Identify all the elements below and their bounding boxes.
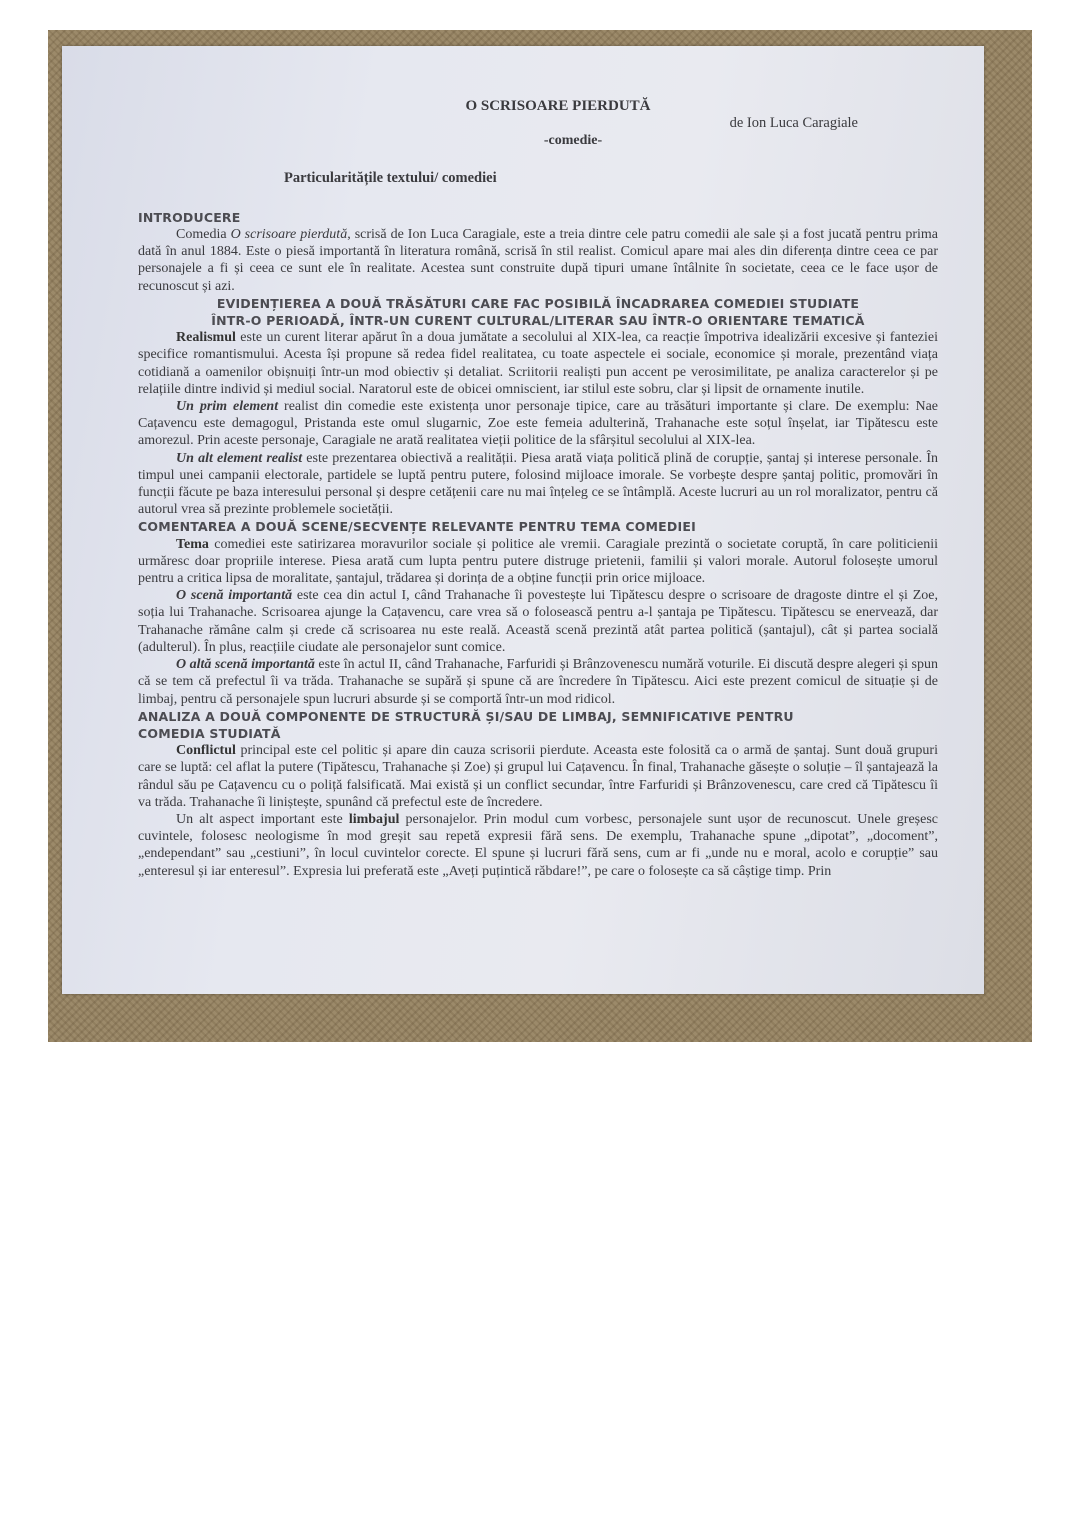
paper-sheet bbox=[62, 46, 984, 994]
paragraph-scene-2 bbox=[138, 656, 938, 708]
document-author: de Ion Luca Caragiale bbox=[729, 115, 858, 132]
play-title: O scrisoare pierdută bbox=[230, 227, 348, 243]
element-2-text: este prezentarea obiectivă a realității. Piesa arată viața politică plină de corupție, șantaj și interese personale. În timpul unei campanii electorale, partidele se luptă pentru putere, folosind mijloace imorale. Se vorbește despre șantaj politic, promovări în funcții făcute pe baza interesului personal și despre cetățenii care nu mai înțeleg ce se întâmplă. Aceste lucruri au un rol moralizator, pentru că autorul vrea să prezinte problemele societății. bbox=[138, 450, 938, 518]
paragraph-element-2 bbox=[138, 450, 938, 519]
language-text: personajelor. Prin modul cum vorbesc, personajele sunt ușor de recunoscut. Unele greșesc cuvintele, folosesc neologisme în mod greșit sau repetă expresii fără sens. De exemplu, Trahanache spune „dipotat”, „docoment”, „endependant” sau „cestiuni”, în locul cuvintelor corecte. El spune și lucruri fără sens, cum ar fi „unde nu e moral, acolo e corupție” sau „enteresul și iar enteresul”. Expresia lui preferată este „Aveți puțintică răbdare!”, pe care o folosește ca să câștige timp. Prin bbox=[138, 811, 938, 879]
section-heading-analysis-line1: ANALIZA A DOUĂ COMPONENTE DE STRUCTURĂ ȘI/SAU DE LIMBAJ, SEMNIFICATIVE PENTRU bbox=[138, 708, 794, 724]
term-element-1: Un prim element bbox=[176, 399, 279, 415]
paragraph-theme bbox=[138, 536, 938, 588]
term-conflict: Conflictul bbox=[176, 743, 236, 759]
language-pre: Un alt aspect important este bbox=[176, 811, 349, 827]
section-heading-analysis-line2: COMEDIA STUDIATĂ bbox=[138, 725, 281, 741]
section-heading-scenes: COMENTAREA A DOUĂ SCENE/SECVENȚE RELEVANTE PENTRU TEMA COMEDIEI bbox=[138, 519, 696, 535]
term-scene-1: O scenă importantă bbox=[176, 588, 293, 604]
section-heading-intro: INTRODUCERE bbox=[138, 209, 241, 225]
paragraph-intro bbox=[138, 226, 938, 295]
scene-2-text: este în actul II, când Trahanache, Farfuridi și Brânzovenescu numără voturile. Ei discută despre alegeri și spun că se tem că prefectul îi va trăda. Trahanache se supără și spune că are încredere în Tipătescu. Aici este prezent comicul de situație și de limbaj, pentru că personajele spun lucruri absurde și se comportă într-un mod ridicol. bbox=[138, 657, 938, 707]
term-language: limbajul bbox=[348, 811, 400, 827]
document-subtitle: Particularitățile textului/ comediei bbox=[284, 169, 497, 186]
paragraph-realism bbox=[138, 329, 938, 398]
term-theme: Tema bbox=[176, 536, 209, 552]
term-realism: Realismul bbox=[176, 330, 236, 346]
paragraph-scene-1 bbox=[138, 587, 938, 656]
section-heading-traits-line1: EVIDENȚIEREA A DOUĂ TRĂSĂTURI CARE FAC POSIBILĂ ÎNCADRAREA COMEDIEI STUDIATE bbox=[216, 295, 860, 311]
conflict-text: principal este cel politic și apare din cauza scrisorii pierdute. Aceasta este folosită ca o armă de șantaj. Sunt două grupuri care se luptă: cel aflat la putere (Tipătescu, Trahanache și Zoe) și grupul lui Cațavencu. În final, Trahanache găsește o soluție – îl șantajează la rândul său pe Cațavencu cu o poliță falsificată. Mai există și un conflict secundar, între Farfuridi și Brânzovenescu, care cred că Tipătescu îi va trăda. Trahanache îi liniștește, spunând că prefectul este de încredere. bbox=[138, 743, 938, 810]
section-heading-traits-line2: ÎNTR-O PERIOADĂ, ÎNTR-UN CURENT CULTURAL/LITERAR SAU ÎNTR-O ORIENTARE TEMATICĂ bbox=[211, 313, 865, 329]
intro-pre: Comedia bbox=[176, 227, 231, 243]
intro-post: , scrisă de Ion Luca Caragiale, este a treia dintre cele patru comedii ale sale și a fost jucată pentru prima dată în anul 1884. Este o piesă importantă în literatura română, scrisă în stil realist. Comicul apare mai ales din diferența dintre ceea ce par personajele a fi și ceea ce sunt ele în realitate. Acestea sunt construite după tipuri umane întâlnite în societate, ceea ce le face ușor de recunoscut și azi. bbox=[138, 227, 939, 294]
scene-1-text: este cea din actul I, când Trahanache îi povestește lui Tipătescu despre o scrisoare de dragoste dintre el și Zoe, soția lui Trahanache. Scrisoarea ajunge la Cațavencu, care vrea să o folosească pentru a-l șantaja pe Tipătescu. Tipătescu se enervează, dar Trahanache rămâne calm și crede că scrisoarea nu este reală. Această scenă prezintă atât partea politică (șantajul), cât și partea socială (adulterul). În plus, reacțiile ciudate ale personajelor sunt comice. bbox=[138, 588, 938, 655]
realism-text: este un curent literar apărut în a doua jumătate a secolului al XIX-lea, ca reacție împotriva idealizării excesive și fanteziei specifice romantismului. Acesta își propune să redea fidel realitatea, cu toate aspectele ei sociale, economice și morale, prezentând viața cotidiană a oamenilor obișnuiți într-un mod obiectiv și detaliat. Scriitorii realiști pun accent pe verosimilitate, pe analiza caracterelor și pe relațiile dintre individ și mediul social. Naratorul este de obicei omniscient, iar stilul este sobru, clar și lipsit de ornamente inutile. bbox=[138, 330, 938, 397]
document-title: O SCRISOARE PIERDUTĂ bbox=[465, 98, 651, 114]
term-element-2: Un alt element realist bbox=[176, 450, 303, 466]
paragraph-conflict bbox=[138, 742, 938, 811]
term-scene-2: O altă scenă importantă bbox=[176, 657, 315, 673]
document-body bbox=[138, 98, 938, 880]
document-genre: -comedie- bbox=[543, 133, 603, 149]
theme-text: comediei este satirizarea moravurilor sociale și politice ale vremii. Caragiale prezintă o societate coruptă, în care politicienii urmăresc doar propriile interese. Piesa arată cum lupta pentru putere distruge prietenii, familii și valori morale. Autorul folosește umorul pentru a critica lipsa de moralitate, șantajul, trădarea și dorința de a obține funcții prin orice mijloace. bbox=[138, 536, 938, 587]
paragraph-language bbox=[138, 811, 938, 880]
element-1-text: realist din comedie este existența unor personaje tipice, care au trăsături importante și clare. De exemplu: Nae Cațavencu este demagogul, Pristanda este omul slugarnic, Zoe este femeia adulterină, Trahanache este soțul înșelat, iar Tipătescu este amorezul. Prin aceste personaje, Caragiale ne arată realitatea vieții politice de la sfârșitul secolului al XIX-lea. bbox=[138, 399, 939, 449]
paragraph-element-1 bbox=[138, 398, 938, 450]
